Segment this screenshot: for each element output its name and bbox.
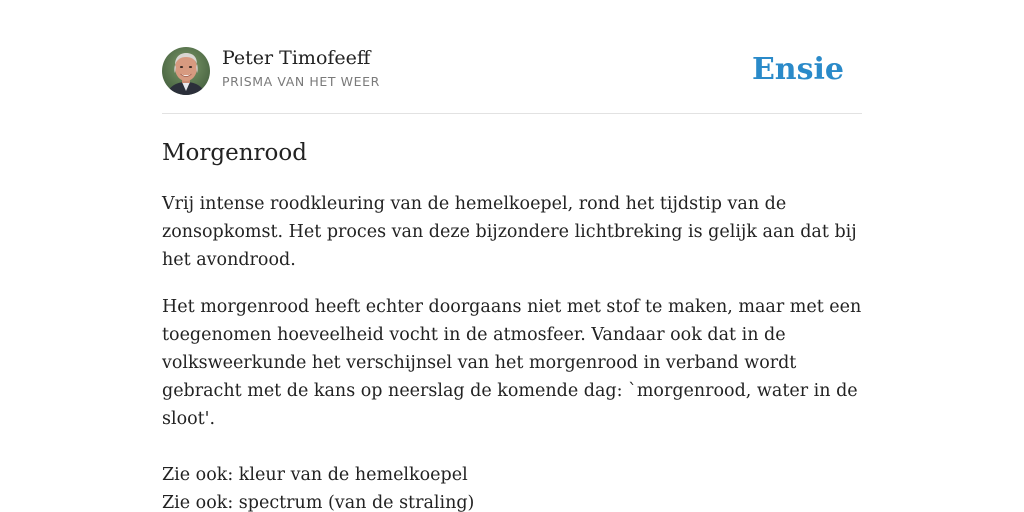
header-divider — [162, 113, 862, 114]
author-source[interactable]: PRISMA VAN HET WEER — [222, 74, 380, 89]
author-portrait-icon — [162, 47, 210, 95]
author-name[interactable]: Peter Timofeeff — [222, 47, 371, 69]
header — [162, 46, 862, 96]
entry-paragraph: Het morgenrood heeft echter doorgaans niet met stof te maken, maar met een toegenomen hoeveelheid vocht in de atmosfeer. Vandaar ook dat in de volksweerkunde het verschijnsel van het morgenrood in verband wordt gebracht met de kans op neerslag de komende dag: `morgenrood, water in de sloot'. — [162, 297, 862, 429]
ensie-logo[interactable]: Ensie — [751, 52, 844, 87]
entry-title: Morgenrood — [162, 140, 307, 166]
see-also-item-spectrum[interactable]: Zie ook: spectrum (van de straling) — [162, 493, 475, 512]
author-avatar[interactable] — [162, 47, 210, 95]
entry-body — [162, 190, 862, 512]
entry-paragraph: Vrij intense roodkleuring van de hemelkoepel, rond het tijdstip van de zonsopkomst. Het proces van deze bijzondere lichtbreking is gelijk aan dat bij het avondrood. — [162, 194, 857, 270]
see-also-list — [162, 461, 862, 512]
see-also-item-kleur[interactable]: Zie ook: kleur van de hemelkoepel — [162, 465, 468, 485]
